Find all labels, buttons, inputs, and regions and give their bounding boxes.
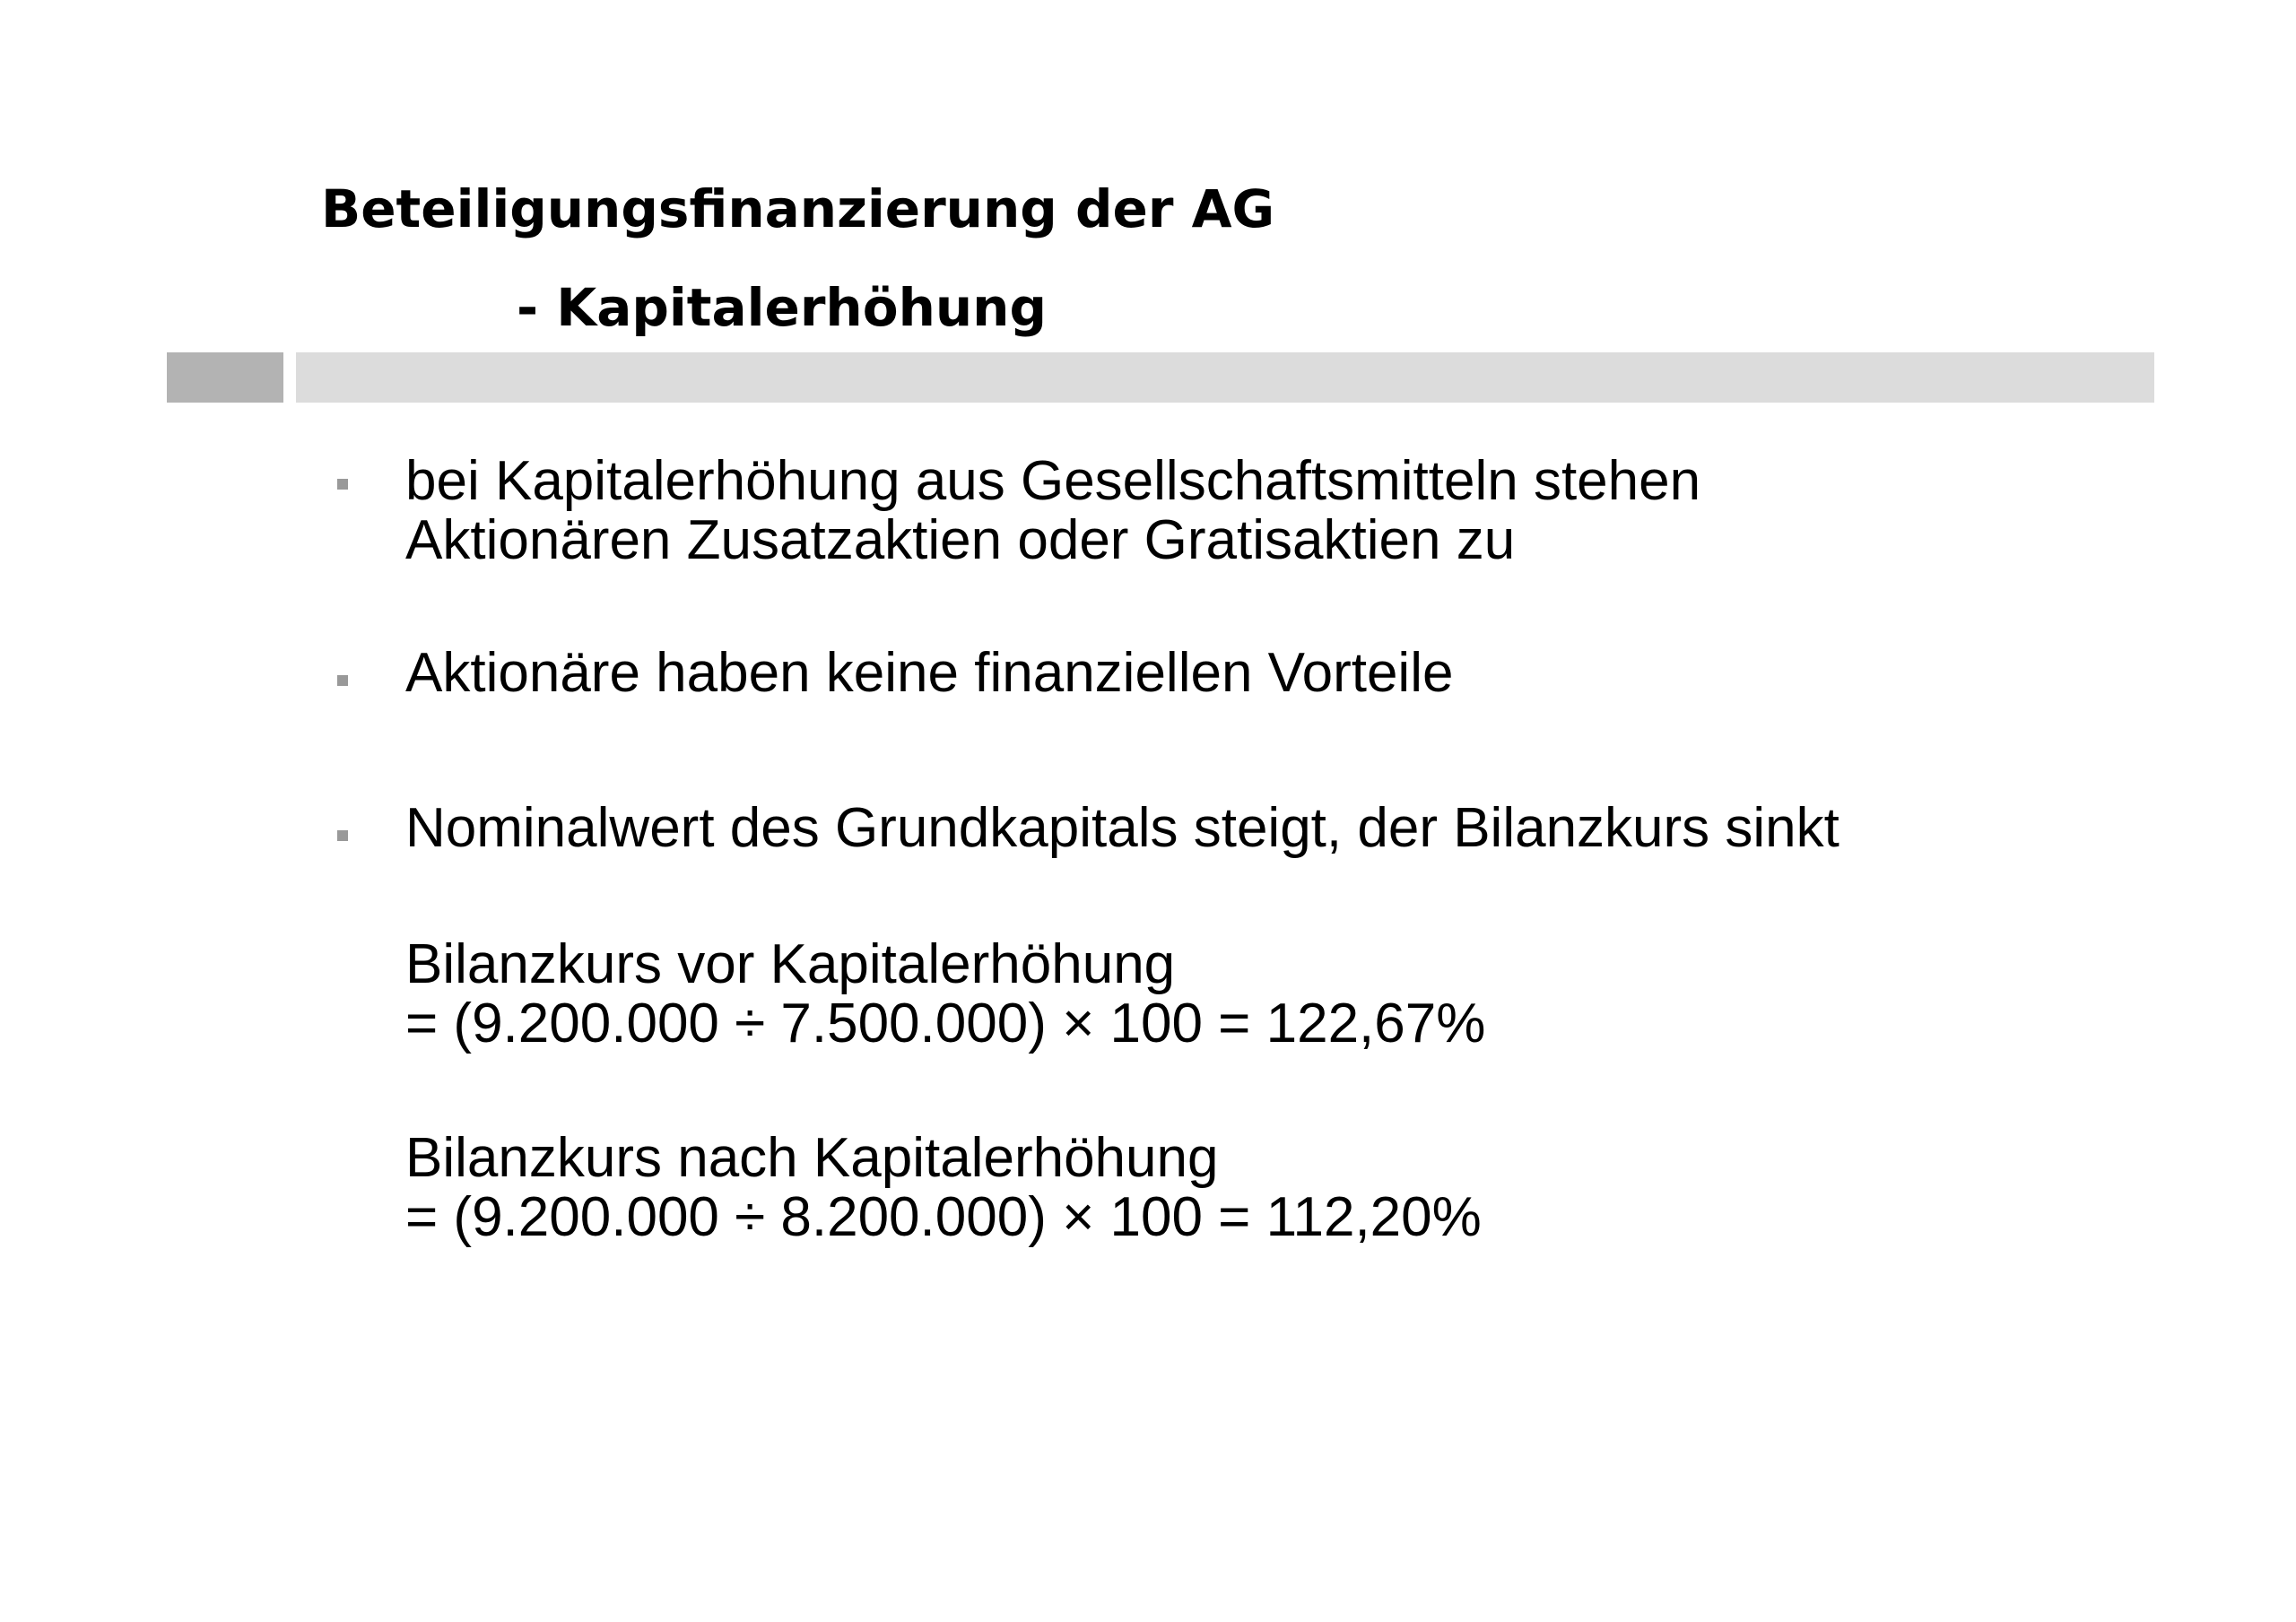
bullet-text-1 (405, 452, 1700, 570)
bullet-2-line-1: Aktionäre haben keine finanziellen Vorteile (405, 642, 1454, 704)
bullet-3-line-1: Nominalwert des Grundkapitals steigt, der Bilanzkurs sinkt (405, 797, 1839, 859)
bullet-square-icon (337, 830, 348, 841)
header-bar-long (296, 352, 2154, 403)
calculation-before (405, 935, 1485, 1054)
bullet-text-3 (405, 799, 1839, 858)
calculation-after (405, 1129, 1482, 1247)
calculation-after-label: Bilanzkurs nach Kapitalerhöhung (405, 1127, 1219, 1189)
calculation-after-formula: = (9.200.000 ÷ 8.200.000) × 100 = 112,20% (405, 1186, 1482, 1248)
bullet-text-2 (405, 644, 1453, 703)
header-bar-small (167, 352, 283, 403)
title-line-1: Beteiligungsfinanzierung der AG (321, 178, 1275, 239)
bullet-square-icon (337, 479, 348, 490)
calculation-before-formula: = (9.200.000 ÷ 7.500.000) × 100 = 122,67% (405, 993, 1486, 1054)
bullet-1-line-2: Aktionären Zusatzaktien oder Gratisaktien zu (405, 509, 1516, 571)
calculation-before-label: Bilanzkurs vor Kapitalerhöhung (405, 933, 1176, 995)
bullet-1-line-1: bei Kapitalerhöhung aus Gesellschaftsmitteln stehen (405, 450, 1701, 512)
slide-title (321, 160, 1274, 357)
title-line-2: - Kapitalerhöhung (517, 277, 1047, 338)
bullet-square-icon (337, 675, 348, 686)
